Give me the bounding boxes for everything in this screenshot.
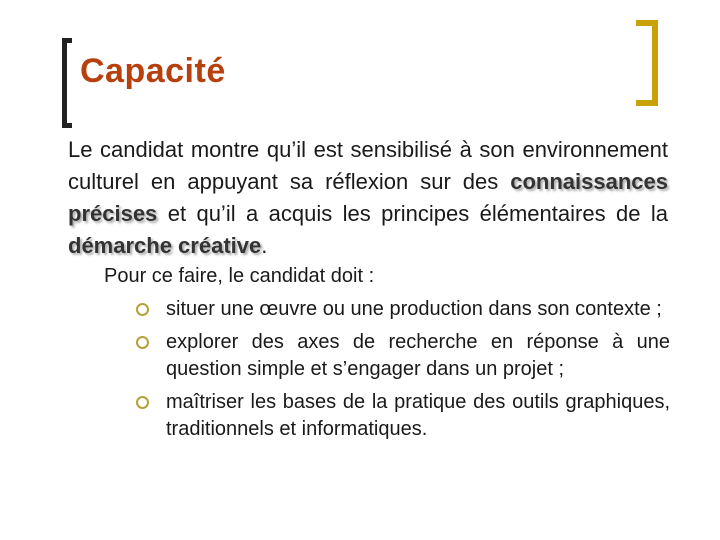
circle-bullet-icon (136, 303, 149, 316)
list-item (130, 389, 670, 443)
intro-paragraph (68, 134, 668, 262)
right-bracket-bottom-cap (636, 100, 658, 106)
emphasis-connaissances: connaissances précises (68, 169, 668, 226)
list-item (130, 329, 670, 383)
capacity-list (130, 296, 670, 449)
circle-bullet-icon (136, 396, 149, 409)
list-item (130, 296, 670, 323)
right-bracket-decoration (652, 20, 658, 60)
circle-bullet-icon (136, 336, 149, 349)
intro-text-3: . (261, 233, 268, 258)
lead-text: Pour ce faire, le candidat doit : (104, 265, 375, 287)
list-item-text: situer une œuvre ou une production dans son contexte ; (166, 298, 662, 320)
intro-text-2: et qu’il a acquis les principes élémentaires de la (157, 201, 668, 226)
slide-title: Capacité (80, 52, 226, 90)
list-item-text: maîtriser les bases de la pratique des outils graphiques, traditionnels et informatiques. (166, 391, 670, 440)
list-item-text: explorer des axes de recherche en réponse à une question simple et s’engager dans un projet ; (166, 331, 670, 380)
left-bracket-decoration (62, 38, 72, 128)
emphasis-demarche: démarche créative (68, 233, 262, 258)
intro-text-1: Le candidat montre qu’il est sensibilisé à son environnement culturel en appuyant sa réflexion sur des (68, 137, 668, 194)
